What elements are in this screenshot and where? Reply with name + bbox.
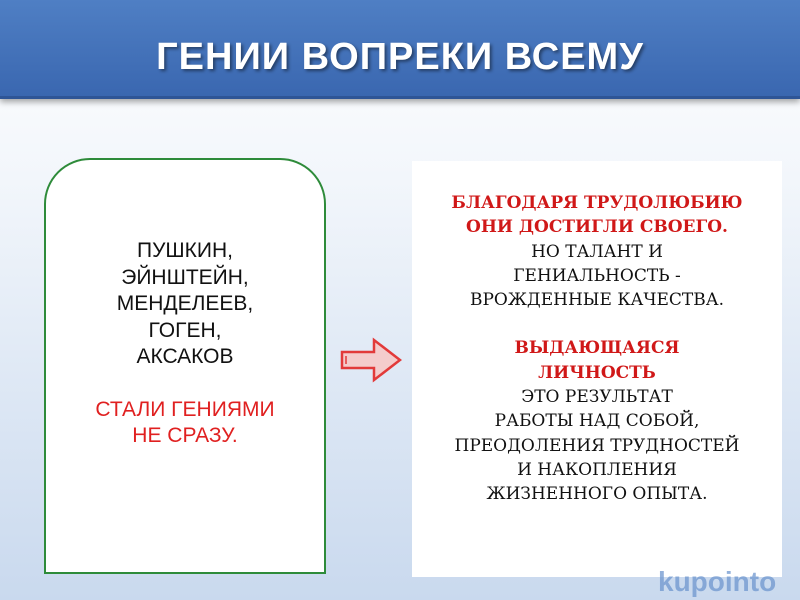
title-bar — [0, 0, 800, 99]
watermark-logo: kupointo — [658, 566, 777, 597]
red-line: БЛАГОДАРЯ ТРУДОЛЮБИЮ — [451, 193, 743, 213]
right-card-text — [412, 191, 782, 507]
highlight-line: СТАЛИ ГЕНИЯМИ — [95, 397, 275, 421]
red-line: ОНИ ДОСТИГЛИ СВОЕГО. — [466, 217, 728, 238]
spacer — [46, 371, 324, 397]
text-line: ГЕНИАЛЬНОСТЬ - — [513, 265, 681, 286]
red-line: ЛИЧНОСТЬ — [538, 362, 656, 383]
name-line: МЕНДЕЛЕЕВ, — [116, 292, 254, 315]
slide-title: ГЕНИИ ВОПРЕКИ ВСЕМУ — [156, 36, 644, 78]
text-line: ЖИЗНЕННОГО ОПЫТА. — [486, 484, 708, 505]
text-line: НО ТАЛАНТ И — [531, 241, 663, 262]
text-line: ВРОЖДЕННЫЕ КАЧЕСТВА. — [469, 290, 725, 311]
name-line: ПУШКИН, — [136, 239, 233, 262]
left-card — [44, 158, 326, 574]
text-line: И НАКОПЛЕНИЯ — [517, 459, 677, 480]
spacer — [412, 312, 782, 336]
text-line: ЭТО РЕЗУЛЬТАТ — [521, 387, 673, 408]
name-line: ГОГЕН, — [148, 318, 222, 342]
right-card — [412, 161, 782, 577]
text-line: РАБОТЫ НАД СОБОЙ, — [494, 411, 700, 432]
highlight-line: НЕ СРАЗУ. — [132, 424, 238, 447]
text-line: ПРЕОДОЛЕНИЯ ТРУДНОСТЕЙ — [454, 435, 740, 456]
name-line: ЭЙНШТЕЙН, — [121, 265, 249, 289]
right-arrow-icon — [340, 336, 402, 384]
red-line: ВЫДАЮЩАЯСЯ — [514, 338, 680, 359]
left-card-text — [46, 238, 324, 450]
name-line: АКСАКОВ — [136, 345, 234, 368]
